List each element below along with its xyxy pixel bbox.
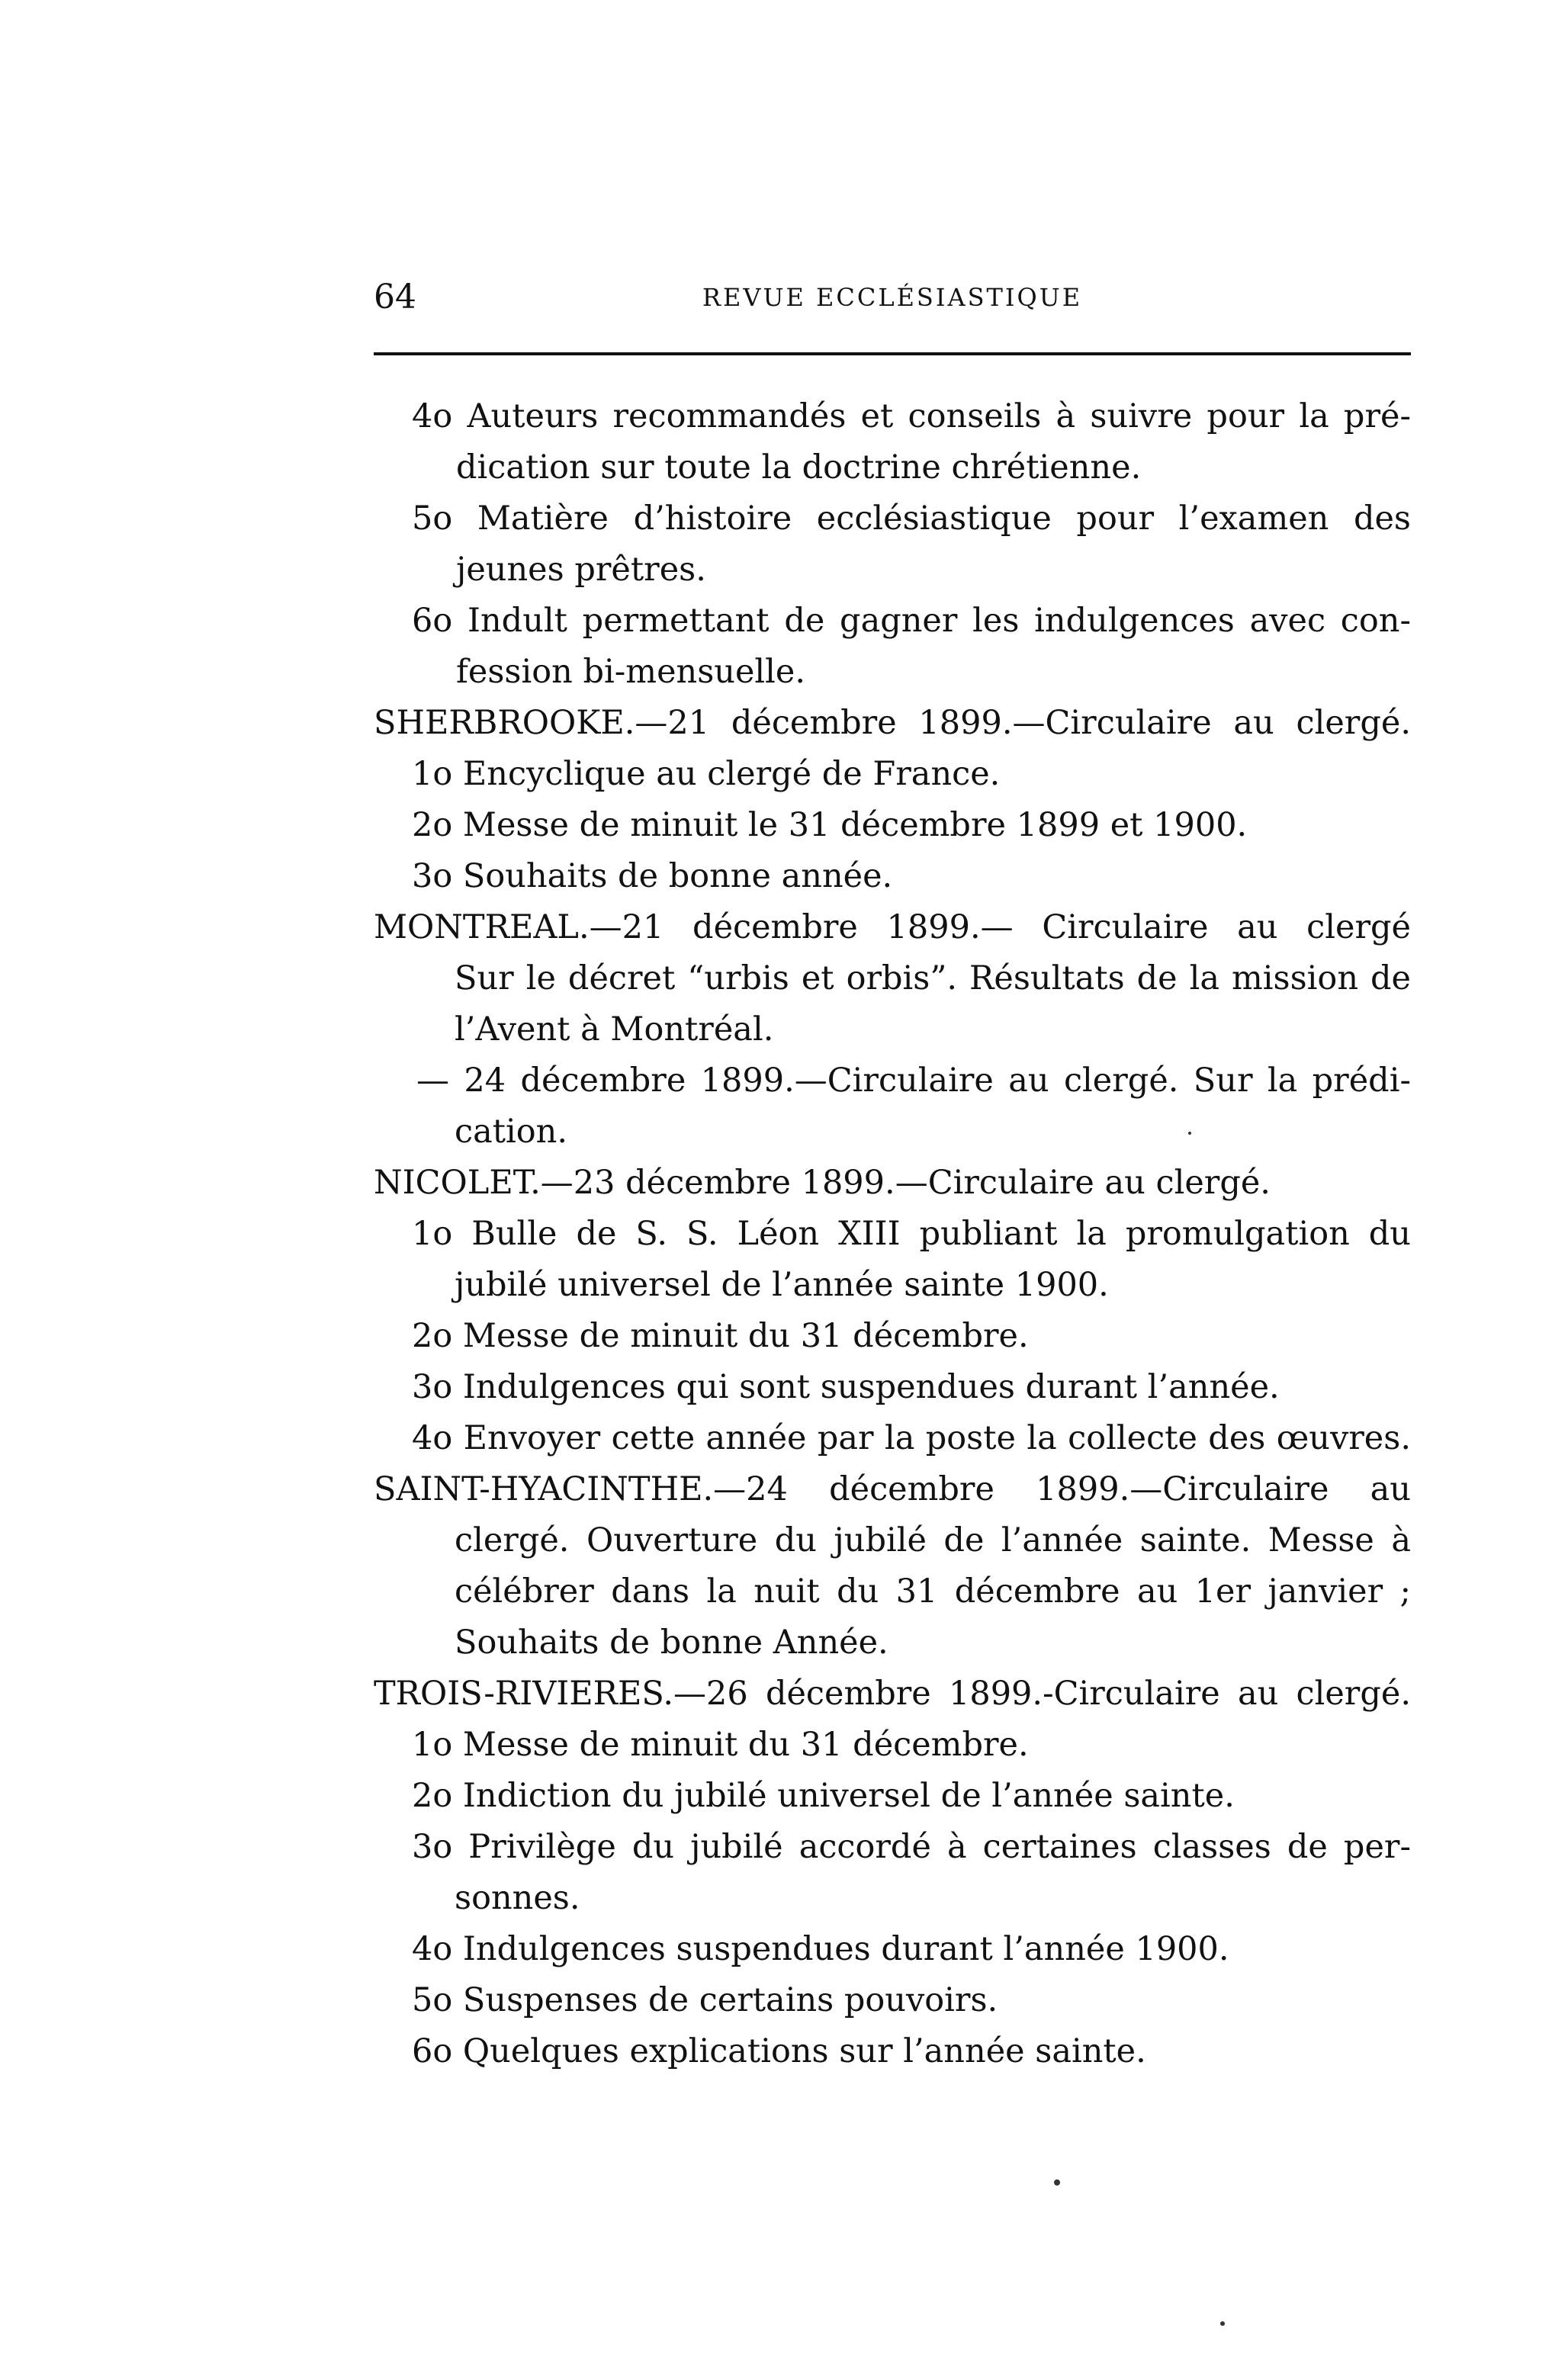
scan-speck: [1054, 2179, 1060, 2186]
text-line: l’Avent à Montréal.: [455, 1010, 774, 1049]
text-line: jeunes prêtres.: [456, 551, 706, 589]
text-line: fession bi-mensuelle.: [456, 653, 806, 691]
text-line: cation.: [455, 1113, 568, 1151]
text-line: 2o Messe de minuit du 31 décembre.: [412, 1317, 1029, 1355]
diocese-heading-montreal: MONTREAL.—21 décembre 1899.— Circulaire au clergé: [374, 908, 1411, 946]
text-line: 2o Messe de minuit le 31 décembre 1899 et 1900.: [412, 806, 1248, 844]
text-line: 4o Indulgences suspendues durant l’année 1900.: [412, 1930, 1229, 1968]
text-line: sonnes.: [455, 1879, 580, 1917]
text-line: Souhaits de bonne Année.: [455, 1624, 888, 1662]
text-line: célébrer dans la nuit du 31 décembre au 1er janvier ;: [455, 1572, 1411, 1611]
scan-speck: [1188, 1132, 1191, 1135]
text-line: 6o Indult permettant de gagner les indulgences avec con-: [412, 602, 1411, 640]
text-line: 3o Privilège du jubilé accordé à certaines classes de per-: [412, 1828, 1411, 1866]
text-line: 4o Envoyer cette année par la poste la collecte des œuvres.: [412, 1419, 1411, 1457]
text-line: jubilé universel de l’année sainte 1900.: [455, 1266, 1109, 1304]
running-head: REVUE ECCLÉSIASTIQUE: [702, 283, 1083, 312]
scan-speck: [1220, 2321, 1225, 2326]
text-line: 1o Encyclique au clergé de France.: [412, 755, 1001, 793]
text-line: 3o Indulgences qui sont suspendues durant l’année.: [412, 1368, 1280, 1406]
page-header: [374, 275, 1411, 320]
page-number: 64: [374, 278, 416, 316]
diocese-heading-nicolet: NICOLET.—23 décembre 1899.—Circulaire au clergé.: [374, 1164, 1271, 1202]
diocese-heading-trois-rivieres: TROIS-RIVIERES.—26 décembre 1899.-Circulaire au clergé.: [374, 1675, 1411, 1713]
text-line: 2o Indiction du jubilé universel de l’année sainte.: [412, 1777, 1235, 1815]
text-line: 3o Souhaits de bonne année.: [412, 857, 893, 895]
page-body: [374, 391, 1411, 2077]
diocese-heading-sherbrooke: SHERBROOKE.—21 décembre 1899.—Circulaire au clergé.: [374, 704, 1411, 742]
text-line: 4o Auteurs recommandés et conseils à suivre pour la pré-: [412, 397, 1411, 435]
text-line: — 24 décembre 1899.—Circulaire au clergé. Sur la prédi-: [416, 1062, 1411, 1100]
text-line: 5o Suspenses de certains pouvoirs.: [412, 1981, 998, 2019]
text-line: Sur le décret “urbis et orbis”. Résultats de la mission de: [455, 959, 1411, 997]
text-line: 6o Quelques explications sur l’année sainte.: [412, 2032, 1146, 2070]
text-line: 1o Messe de minuit du 31 décembre.: [412, 1726, 1029, 1764]
header-rule: [374, 352, 1411, 355]
text-line: 1o Bulle de S. S. Léon XIII publiant la promulgation du: [412, 1215, 1411, 1253]
text-line: dication sur toute la doctrine chrétienne.: [456, 448, 1142, 487]
text-line: clergé. Ouverture du jubilé de l’année sainte. Messe à: [455, 1521, 1411, 1559]
diocese-heading-saint-hyacinthe: SAINT-HYACINTHE.—24 décembre 1899.—Circulaire au: [374, 1470, 1411, 1508]
text-line: 5o Matière d’histoire ecclésiastique pour l’examen des: [412, 499, 1411, 538]
